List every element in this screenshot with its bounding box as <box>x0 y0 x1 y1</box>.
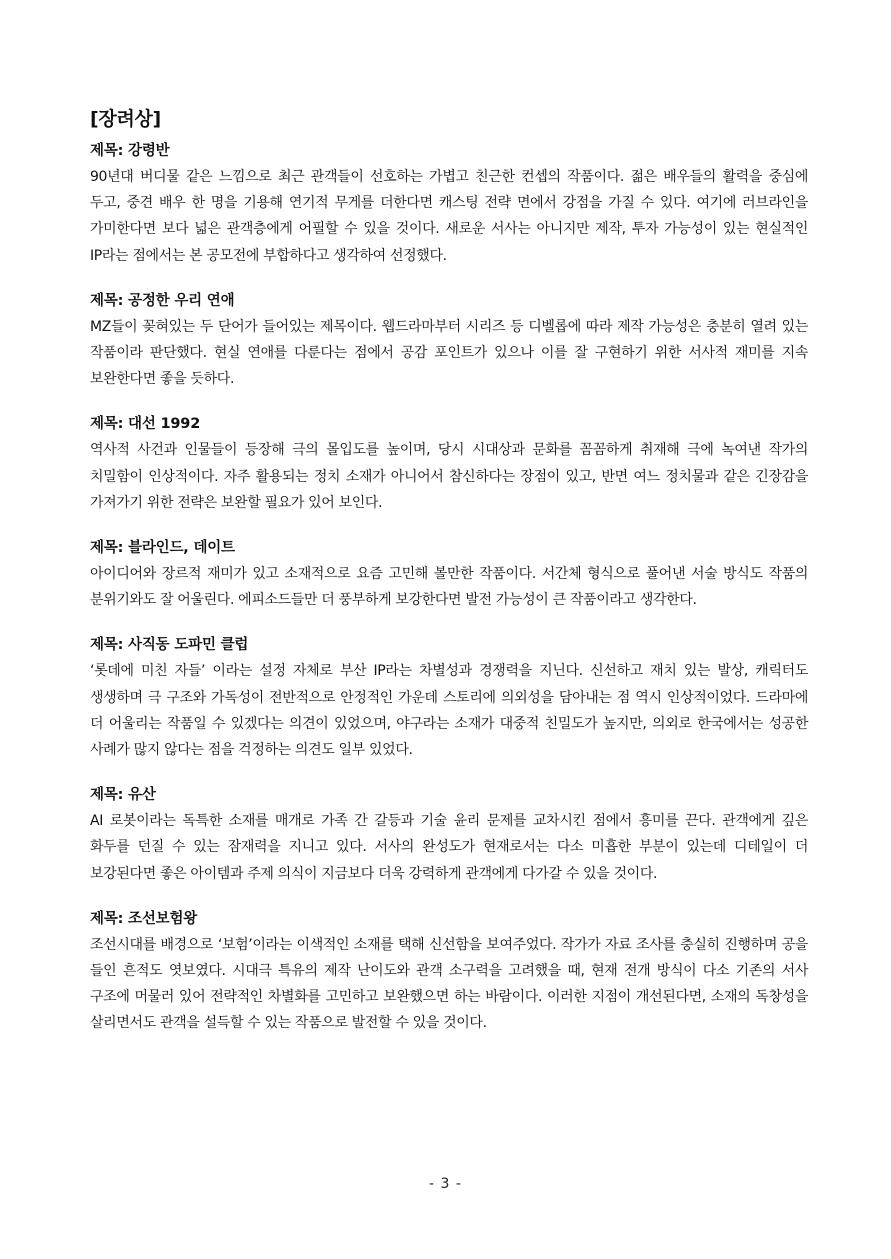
entry-body: ‘롯데에 미친 자들’ 이라는 설정 자체로 부산 IP라는 차별성과 경쟁력을 지닌다. 신선하고 재치 있는 발상, 캐릭터도 생생하며 극 구조와 가독성이 전반적으로 안정적인 가운데 스토리에 의외성을 담아내는 점 역시 인상적이었다. 드라마에 더 어울리는 작품일 수 있겠다는 의견이 있었으며, 야구라는 소재가 대중적 친밀도가 높지만, 의외로 한국에서는 성공한 사례가 많지 않다는 점을 걱정하는 의견도 일부 있었다. <box>90 663 808 759</box>
entry-body: 조선시대를 배경으로 ‘보험’이라는 이색적인 소재를 택해 신선함을 보여주었다. 작가가 자료 조사를 충실히 진행하며 공을 들인 흔적도 엿보였다. 시대극 특유의 제작 난이도와 관객 소구력을 고려했을 때, 현재 전개 방식이 다소 기존의 서사 구조에 머물러 있어 전략적인 차별화를 고민하고 보완했으면 하는 바람이다. 이러한 지점이 개선된다면, 소재의 독창성을 살리면서도 관객을 설득할 수 있는 작품으로 발전할 수 있을 것이다. <box>90 936 808 1032</box>
entry-title: 제목: 조선보험왕 <box>90 910 198 927</box>
entry-body: MZ들이 꽂혀있는 두 단어가 들어있는 제목이다. 웹드라마부터 시리즈 등 디벨롭에 따라 제작 가능성은 충분히 열려 있는 작품이라 판단했다. 현실 연애를 다룬다는 점에서 공감 포인트가 있으나 이를 잘 구현하기 위한 서사적 재미를 지속 보완한다면 좋을 듯하다. <box>90 318 808 388</box>
entry-sajikdong-dopamine-club <box>90 632 808 763</box>
entry-title: 제목: 유산 <box>90 787 156 804</box>
entry-body: 아이디어와 장르적 재미가 있고 소재적으로 요즘 고민해 볼만한 작품이다. 서간체 형식으로 풀어낸 서술 방식도 작품의 분위기와도 잘 어울린다. 에피소드들만 더 풍부하게 보강한다면 발전 가능성이 큰 작품이라고 생각한다. <box>90 566 808 609</box>
entry-legacy <box>90 782 808 887</box>
entry-body: AI 로봇이라는 독특한 소재를 매개로 가족 간 갈등과 기술 윤리 문제를 교차시킨 점에서 흥미를 끈다. 관객에게 깊은 화두를 던질 수 있는 잠재력을 지니고 있다. 서사의 완성도가 현재로서는 다소 미흡한 부분이 있는데 디테일이 더 보강된다면 좋은 아이템과 주제 의식이 지금보다 더욱 강력하게 관객에게 다가갈 수 있을 것이다. <box>90 813 808 882</box>
entry-title: 제목: 사직동 도파민 클럽 <box>90 637 249 654</box>
entry-title: 제목: 대선 1992 <box>90 416 201 433</box>
entry-fair-love <box>90 288 808 393</box>
entry-body: 역사적 사건과 인물들이 등장해 극의 몰입도를 높이며, 당시 시대상과 문화를 꼼꼼하게 취재해 극에 녹여낸 작가의 치밀함이 인상적이다. 자주 활용되는 정치 소재가 아니어서 참신하다는 장점이 있고, 반면 여느 정치물과 같은 긴장감을 가져가기 위한 전략은 보완할 필요가 있어 보인다. <box>90 442 808 511</box>
entry-title: 제목: 공정한 우리 연애 <box>90 292 235 309</box>
section-title: [장려상] <box>90 108 161 130</box>
entry-joseon-insurance-king <box>90 906 808 1037</box>
entry-gangryeongban <box>90 138 808 269</box>
document-page <box>90 106 808 1056</box>
entry-title: 제목: 블라인드, 데이트 <box>90 540 235 557</box>
entry-title: 제목: 강령반 <box>90 143 170 159</box>
entry-election-1992 <box>90 411 808 516</box>
entry-blind-date <box>90 535 808 613</box>
entry-body: 90년대 버디물 같은 느낌으로 최근 관객들이 선호하는 가볍고 친근한 컨셉의 작품이다. 젊은 배우들의 활력을 중심에 두고, 중견 배우 한 명을 기용해 연기적 무게를 더한다면 캐스팅 전략 면에서 강점을 가질 수 있다. 여기에 러브라인을 가미한다면 보다 넓은 관객층에게 어필할 수 있을 것이다. 새로운 서사는 아니지만 제작, 투자 가능성이 있는 현실적인 IP라는 점에서는 본 공모전에 부합하다고 생각하여 선정했다. <box>90 169 808 264</box>
page-number: - 3 - <box>429 1176 462 1192</box>
